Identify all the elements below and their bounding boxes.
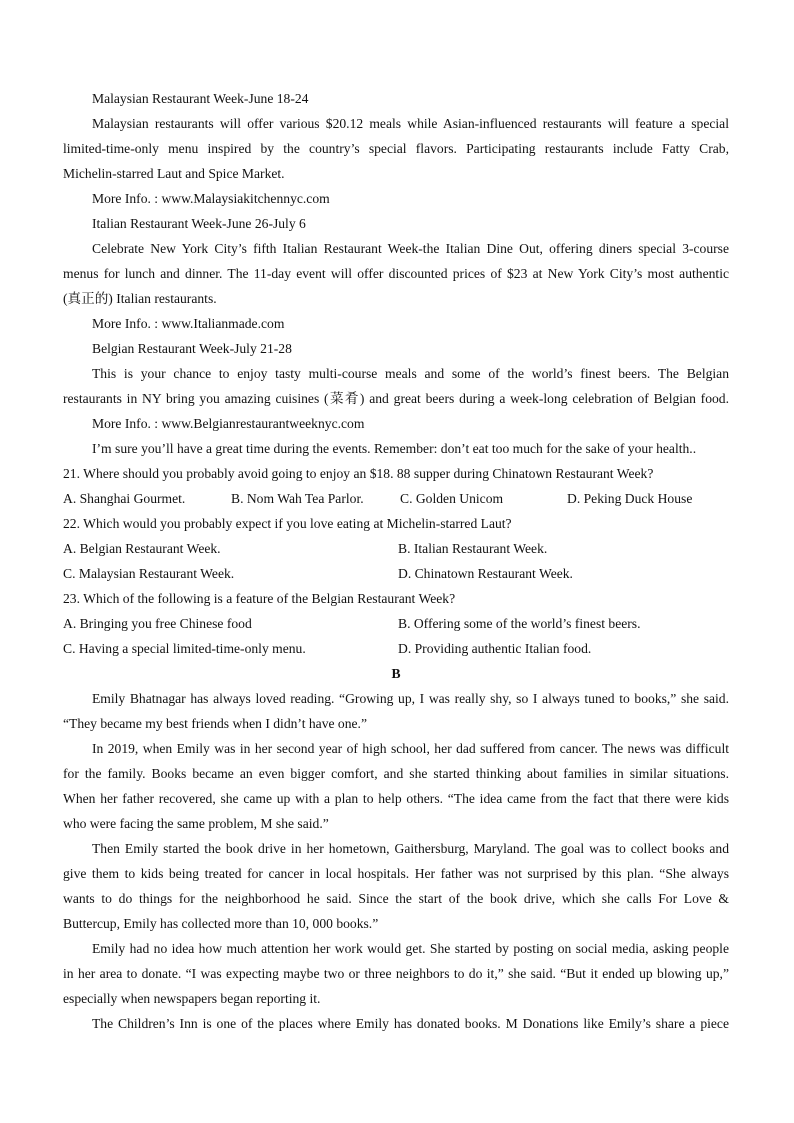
- paragraph-line: Buttercup, Emily has collected more than 10, 000 books.”: [63, 916, 379, 931]
- closing-line: I’m sure you’ll have a great time during the events. Remember: don’t eat too much for the sake of your health..: [92, 441, 697, 456]
- paragraph-line: menus for lunch and dinner. The 11-day event will offer discounted prices of $23 at New York City’s most authentic: [63, 266, 729, 281]
- option-a: A. Belgian Restaurant Week.: [63, 541, 221, 556]
- question-22-options-cd: [63, 561, 729, 586]
- paragraph-line: (真正的) Italian restaurants.: [63, 291, 217, 306]
- paragraph-line: Malaysian restaurants will offer various $20.12 meals while Asian-influenced restaurants will feature a special: [92, 116, 729, 131]
- option-c: C. Golden Unicom: [400, 491, 504, 506]
- more-info-malaysian: More Info. : www.Malaysiakitchennyc.com: [92, 191, 330, 206]
- section-heading-b: B: [391, 666, 401, 681]
- paragraph-line: limited-time-only menu inspired by the country’s special flavors. Participating restaurants include Fatty Crab,: [63, 141, 729, 156]
- heading-italian: Italian Restaurant Week-June 26-July 6: [92, 216, 306, 231]
- option-b: B. Nom Wah Tea Parlor.: [231, 491, 364, 506]
- option-b: B. Italian Restaurant Week.: [398, 541, 548, 556]
- option-d: D. Providing authentic Italian food.: [398, 641, 592, 656]
- option-d: D. Peking Duck House: [567, 491, 693, 506]
- paragraph-line: Then Emily started the book drive in her hometown, Gaithersburg, Maryland. The goal was to collect books and: [92, 841, 729, 856]
- paragraph-line: Michelin-starred Laut and Spice Market.: [63, 166, 285, 181]
- paragraph-line: restaurants in NY bring you amazing cuisines (菜肴) and great beers during a week-long celebration of Belgian food.: [63, 391, 729, 406]
- paragraph-line: Celebrate New York City’s fifth Italian Restaurant Week-the Italian Dine Out, offering diners special 3-course: [92, 241, 729, 256]
- paragraph-line: who were facing the same problem, M she said.”: [63, 816, 329, 831]
- paragraph-line: especially when newspapers began reporting it.: [63, 991, 321, 1006]
- paragraph-line: The Children’s Inn is one of the places where Emily has donated books. M Donations like Emily’s share a piece: [92, 1016, 729, 1031]
- option-b: B. Offering some of the world’s finest beers.: [398, 616, 641, 631]
- question-23: 23. Which of the following is a feature of the Belgian Restaurant Week?: [63, 591, 456, 606]
- paragraph-line: Emily Bhatnagar has always loved reading. “Growing up, I was really shy, so I always tuned to books,” she said.: [92, 691, 729, 706]
- option-a: A. Bringing you free Chinese food: [63, 616, 252, 631]
- question-23-options-cd: [63, 636, 729, 661]
- question-22-options-ab: [63, 536, 729, 561]
- paragraph-line: This is your chance to enjoy tasty multi-course meals and some of the world’s finest beers. The Belgian: [92, 366, 729, 381]
- paragraph-line: for the family. Books became an even bigger comfort, and she started thinking about families in similar situations.: [63, 766, 729, 781]
- paragraph-line: in her area to donate. “I was expecting maybe two or three neighbors to do it,” she said. “But it ended up blowing up,”: [63, 966, 729, 981]
- paragraph-line: In 2019, when Emily was in her second year of high school, her dad suffered from cancer. The news was difficult: [92, 741, 729, 756]
- heading-malaysian: Malaysian Restaurant Week-June 18-24: [92, 91, 309, 106]
- heading-belgian: Belgian Restaurant Week-July 21-28: [92, 341, 292, 356]
- paragraph-line: Emily had no idea how much attention her work would get. She started by posting on social media, asking people: [92, 941, 729, 956]
- more-info-italian: More Info. : www.Italianmade.com: [92, 316, 285, 331]
- option-c: C. Having a special limited-time-only menu.: [63, 641, 306, 656]
- option-c: C. Malaysian Restaurant Week.: [63, 566, 235, 581]
- option-d: D. Chinatown Restaurant Week.: [398, 566, 573, 581]
- document-page: [63, 86, 729, 1036]
- paragraph-line: give them to kids being treated for cancer in local hospitals. Her father was not surprised by this plan. “She always: [63, 866, 729, 881]
- more-info-belgian: More Info. : www.Belgianrestaurantweeknyc.com: [92, 416, 365, 431]
- paragraph-line: wants to do things for the neighborhood he said. Since the start of the book drive, which she calls For Love &: [63, 891, 729, 906]
- question-21: 21. Where should you probably avoid going to enjoy an $18. 88 supper during Chinatown Restaurant Week?: [63, 466, 654, 481]
- question-21-options: [63, 486, 729, 511]
- question-23-options-ab: [63, 611, 729, 636]
- paragraph-line: “They became my best friends when I didn’t have one.”: [63, 716, 367, 731]
- option-a: A. Shanghai Gourmet.: [63, 491, 186, 506]
- paragraph-line: When her father recovered, she came up with a plan to help others. “The idea came from the fact that there were kids: [63, 791, 729, 806]
- question-22: 22. Which would you probably expect if you love eating at Michelin-starred Laut?: [63, 516, 512, 531]
